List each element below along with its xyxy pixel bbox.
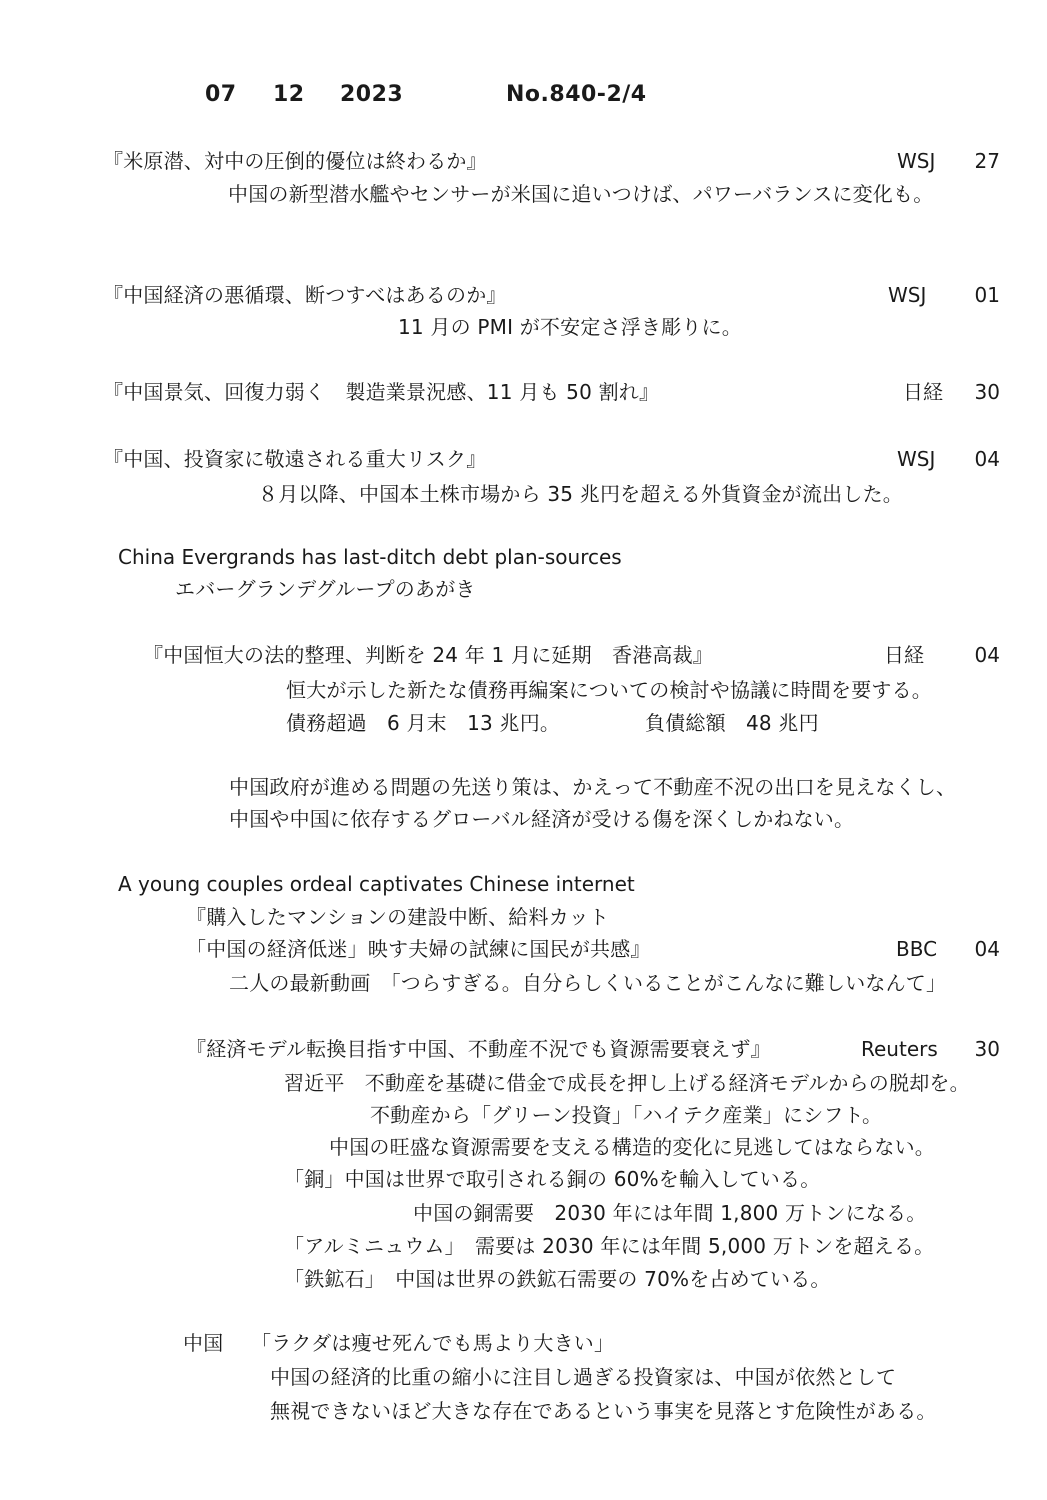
header-day: 07 [205,82,237,107]
article-date: 30 [974,380,1000,404]
article-body: ８月以降、中国本土株市場から 35 兆円を超える外貨資金が流出した。 [258,482,903,506]
comment-line: 中国や中国に依存するグローバル経済が受ける傷を深くしかねない。 [229,807,855,831]
article-source: WSJ [888,283,927,307]
article-date: 04 [974,447,1000,471]
article-source: WSJ [897,149,936,173]
proverb: 「ラクダは痩せ死んでも馬より大きい」 [251,1331,615,1355]
article-body: 中国の新型潜水艦やセンサーが米国に追いつけば、パワーバランスに変化も。 [228,182,934,206]
camel-line: 中国の経済的比重の縮小に注目し過ぎる投資家は、中国が依然として [270,1365,897,1389]
resource-line: 「鉄鉱石」 中国は世界の鉄鉱石需要の 70%を占めている。 [284,1267,831,1291]
headline-en: A young couples ordeal captivates Chinese internet [118,872,635,896]
article-date: 27 [974,149,1000,173]
article-title: 「中国の経済低迷」映す夫婦の試練に国民が共感』 [186,937,651,961]
resource-line: 「アルミニュウム」 需要は 2030 年には年間 5,000 万トンを超える。 [284,1234,935,1258]
article-date: 04 [974,937,1000,961]
header-month: 12 [273,82,305,107]
camel-line: 無視できないほど大きな存在であるという事実を見落とす危険性がある。 [270,1399,937,1423]
article-date: 30 [974,1037,1000,1061]
article-date: 01 [974,283,1000,307]
resource-line: 習近平 不動産を基礎に借金で成長を押し上げる経済モデルからの脱却を。 [284,1071,970,1095]
article-title: 『中国景気、回復力弱く 製造業景況感、11 月も 50 割れ』 [103,380,660,404]
article-title: 『中国恒大の法的整理、判断を 24 年 1 月に延期 香港高裁』 [143,643,714,667]
resource-line: 中国の旺盛な資源需要を支える構造的変化に見逃してはならない。 [329,1135,935,1159]
article-source: 日経 [884,643,924,667]
article-source: Reuters [861,1037,938,1061]
article-body: 11 月の PMI が不安定さ浮き彫りに。 [398,315,742,339]
article-source: BBC [896,937,938,961]
headline-en: China Evergrands has last-ditch debt plan-sources [118,545,622,569]
quote: 二人の最新動画 「つらすぎる。自分らしくいることがこんなに難しいなんて」 [229,971,947,995]
article-source: 日経 [903,380,943,404]
article-body: 恒大が示した新たな債務再編案についての検討や協議に時間を要する。 [286,678,932,702]
header-number: No.840-2/4 [506,82,647,107]
article-title: 『中国、投資家に敬遠される重大リスク』 [103,447,487,471]
article-title: 『経済モデル転換目指す中国、不動産不況でも資源需要衰えず』 [186,1037,771,1061]
headline-ja: エバーグランデグループのあがき [175,577,476,601]
article-title: 『中国経済の悪循環、断つすべはあるのか』 [103,283,507,307]
article-title: 『購入したマンションの建設中断、給料カット [186,905,610,929]
resource-line: 「銅」中国は世界で取引される銅の 60%を輸入している。 [284,1167,821,1191]
article-source: WSJ [897,447,936,471]
debt-excess: 債務超過 6 月末 13 兆円。 [286,711,561,735]
header-year: 2023 [340,82,404,107]
resource-line: 中国の銅需要 2030 年には年間 1,800 万トンになる。 [413,1201,927,1225]
comment-line: 中国政府が進める問題の先送り策は、かえって不動産不況の出口を見えなくし、 [229,775,957,799]
article-title: 『米原潜、対中の圧倒的優位は終わるか』 [103,149,487,173]
total-liabilities: 負債総額 48 兆円 [645,711,819,735]
article-date: 04 [974,643,1000,667]
resource-line: 不動産から「グリーン投資」「ハイテク産業」にシフト。 [370,1103,883,1127]
camel-label: 中国 [183,1331,224,1355]
